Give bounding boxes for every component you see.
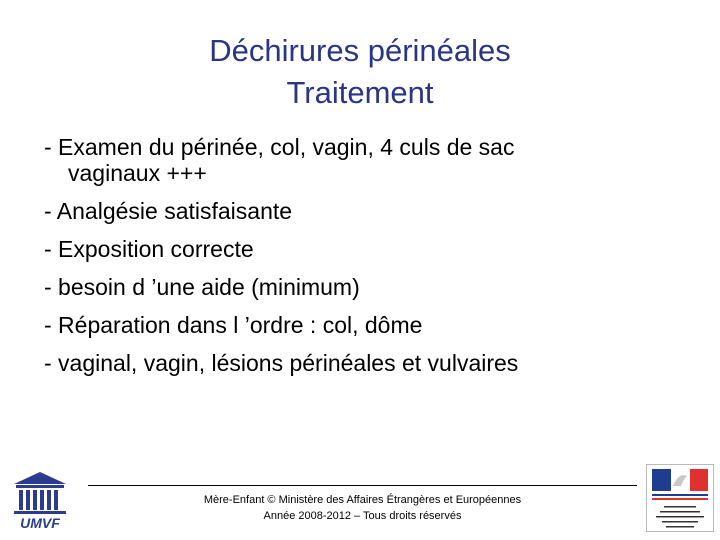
bullet-text: - vaginal, vagin, lésions périnéales et vulvaires <box>44 350 519 376</box>
ministere-logo <box>646 464 714 532</box>
slide-title-line-1: Déchirures périnéales <box>209 33 511 68</box>
bullet-list <box>44 134 694 388</box>
footer <box>88 492 637 524</box>
slide-title-line-2: Traitement <box>286 75 434 110</box>
footer-divider <box>88 485 637 486</box>
bullet-text: - Examen du périnée, col, vagin, 4 culs de sac <box>44 134 515 160</box>
umvf-logo-text: UMVF <box>20 515 60 531</box>
bullet-text: - besoin d ’une aide (minimum) <box>44 274 360 300</box>
umvf-logo <box>10 470 70 532</box>
footer-line-2: Année 2008-2012 – Tous droits réservés <box>263 510 462 522</box>
bullet-item <box>44 198 694 224</box>
bullet-item <box>44 274 694 300</box>
bullet-text: - Réparation dans l ’ordre : col, dôme <box>44 312 423 338</box>
bullet-text-continuation: vaginaux +++ <box>68 160 207 186</box>
bullet-text: - Analgésie satisfaisante <box>44 198 293 224</box>
slide-title <box>0 30 720 114</box>
bullet-item <box>44 134 694 186</box>
bullet-item <box>44 350 694 376</box>
bullet-item <box>44 312 694 338</box>
bullet-item <box>44 236 694 262</box>
footer-line-1: Mère-Enfant © Ministère des Affaires Étrangères et Européennes <box>203 494 522 506</box>
bullet-text: - Exposition correcte <box>44 236 254 262</box>
